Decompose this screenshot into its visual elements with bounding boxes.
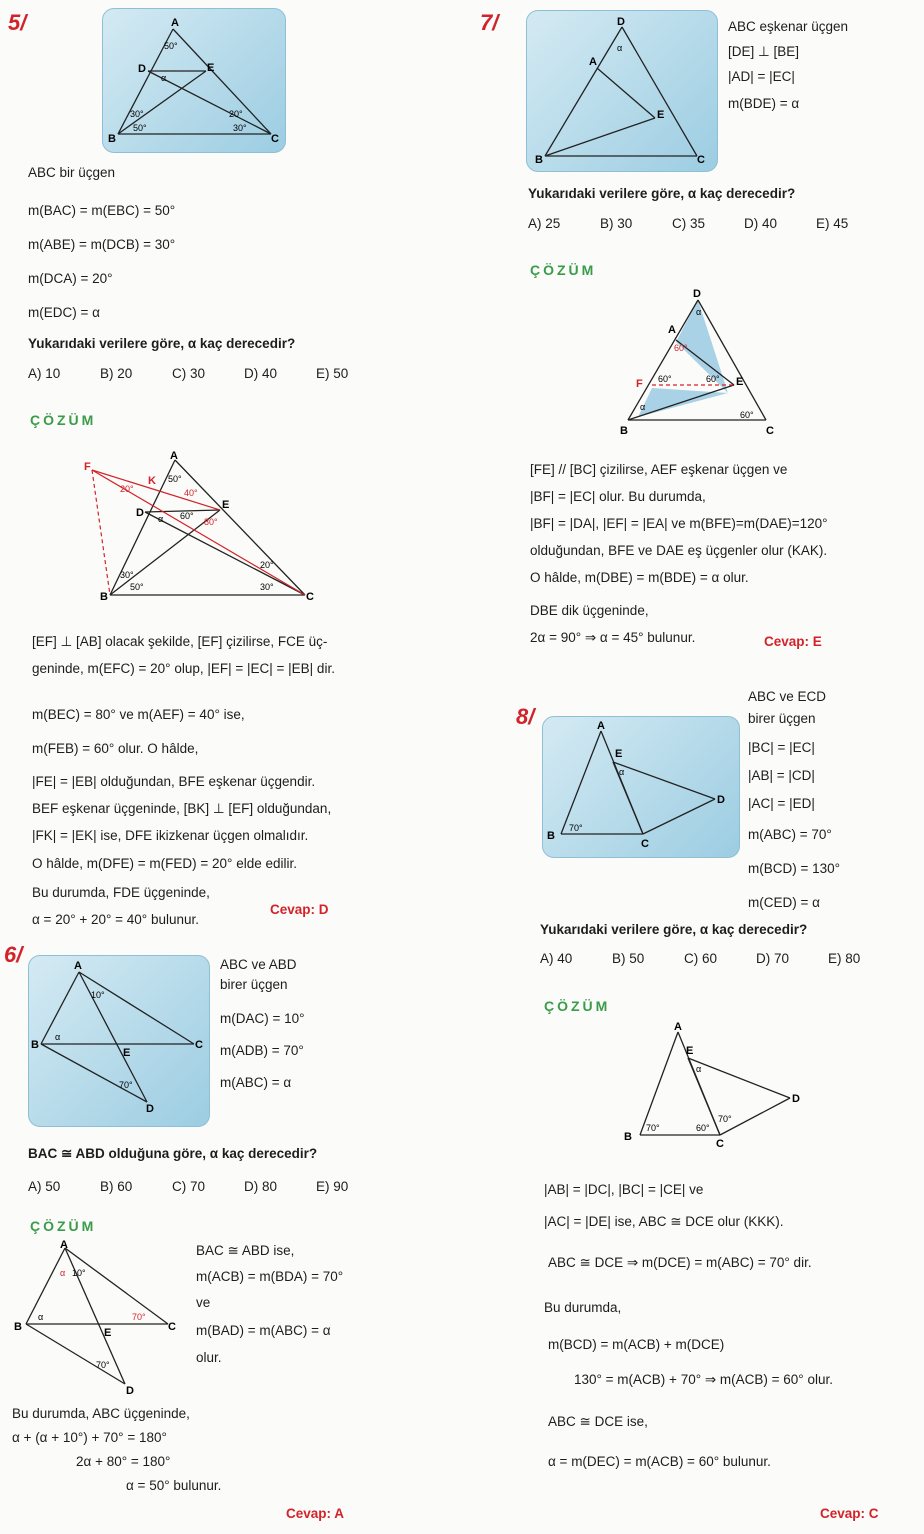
figure-label: α xyxy=(617,43,623,53)
side-line: m(BAD) = m(ABC) = α xyxy=(196,1323,331,1338)
given-line: ABC ve ABD xyxy=(220,957,297,972)
figure-label: 60° xyxy=(740,410,754,420)
figure-label: 30° xyxy=(260,582,274,592)
option-b: B) 50 xyxy=(612,951,645,966)
solution-line: |BF| = |EC| olur. Bu durumda, xyxy=(530,489,706,504)
problem-5-options xyxy=(28,366,388,381)
solution-line: α = m(DEC) = m(ACB) = 60° bulunur. xyxy=(548,1454,771,1469)
figure-label: B xyxy=(31,1039,39,1051)
solution-line: 2α = 90° ⇒ α = 45° bulunur. xyxy=(530,630,696,645)
figure-label: F xyxy=(636,378,643,390)
option-d: D) 70 xyxy=(756,951,790,966)
triangle-figure xyxy=(543,717,739,857)
given-line: [DE] ⊥ [BE] xyxy=(728,44,800,59)
figure-label: A xyxy=(597,720,605,732)
figure-label: C xyxy=(306,591,314,600)
figure-label: D xyxy=(792,1093,800,1105)
problem-7-answer: Cevap: E xyxy=(764,634,822,649)
given-line: |AC| = |ED| xyxy=(748,796,815,811)
figure-label: A xyxy=(170,450,178,462)
option-a: A) 40 xyxy=(540,951,573,966)
figure-label: α xyxy=(619,767,625,777)
figure-label: A xyxy=(589,56,597,68)
problem-5-solution-figure xyxy=(80,450,320,600)
problem-8-number: 8/ xyxy=(516,704,535,729)
problem-5-question: Yukarıdaki verilere göre, α kaç derecedir? xyxy=(28,336,296,351)
figure-label: E xyxy=(615,748,623,760)
figure-label: B xyxy=(620,425,628,435)
given-line: birer üçgen xyxy=(220,977,288,992)
figure-label: 70° xyxy=(646,1123,660,1133)
solution-line: BEF eşkenar üçgeninde, [BK] ⊥ [EF] olduğundan, xyxy=(32,801,332,816)
figure-label: 60° xyxy=(180,511,194,521)
option-a: A) 50 xyxy=(28,1179,61,1194)
option-a: A) 25 xyxy=(528,216,561,231)
figure-label: B xyxy=(624,1131,632,1143)
figure-label: A xyxy=(171,17,179,29)
figure-label: F xyxy=(84,461,91,473)
given-line: ABC bir üçgen xyxy=(28,165,116,180)
figure-label: 30° xyxy=(233,123,247,133)
given-line: |AD| = |EC| xyxy=(728,69,795,84)
problem-5-solution xyxy=(32,628,335,933)
figure-label: 20° xyxy=(120,484,134,494)
problem-8-cozum-heading: ÇÖZÜM xyxy=(544,998,611,1014)
problem-6-number: 6/ xyxy=(4,942,23,967)
problem-5-answer: Cevap: D xyxy=(270,902,329,917)
figure-label: D xyxy=(136,507,144,519)
figure-label: α xyxy=(60,1268,66,1278)
figure-label: E xyxy=(104,1327,112,1339)
solution-line: |BF| = |DA|, |EF| = |EA| ve m(BFE)=m(DAE)=120° xyxy=(530,516,828,531)
figure-label: E xyxy=(207,62,215,74)
given-line: ABC eşkenar üçgen xyxy=(728,19,849,34)
figure-label: 50° xyxy=(164,41,178,51)
solution-line: |AB| = |DC|, |BC| = |CE| ve xyxy=(544,1182,704,1197)
given-line: m(BDE) = α xyxy=(728,96,800,111)
figure-label: 50° xyxy=(133,123,147,133)
problem-6-side-notes xyxy=(196,1240,343,1368)
figure-label: E xyxy=(222,499,230,511)
figure-label: C xyxy=(271,133,279,145)
figure-label: α xyxy=(696,307,702,317)
given-line: m(ABE) = m(DCB) = 30° xyxy=(28,237,176,252)
figure-label: 70° xyxy=(569,823,583,833)
option-e: E) 45 xyxy=(816,216,849,231)
figure-label: D xyxy=(126,1385,134,1397)
solution-line: |AC| = |DE| ise, ABC ≅ DCE olur (KKK). xyxy=(544,1214,784,1229)
figure-label: α xyxy=(55,1032,61,1042)
figure-label: C xyxy=(697,154,705,166)
solution-line: Bu durumda, ABC üçgeninde, xyxy=(12,1406,190,1421)
problem-8-question: Yukarıdaki verilere göre, α kaç derecedir? xyxy=(540,922,808,937)
problem-8-figure xyxy=(542,716,740,858)
given-line: m(DAC) = 10° xyxy=(220,1011,305,1026)
option-c: C) 70 xyxy=(172,1179,206,1194)
problem-6-cozum-heading: ÇÖZÜM xyxy=(30,1218,97,1234)
problem-5-given xyxy=(28,164,175,330)
problem-7-question: Yukarıdaki verilere göre, α kaç derecedir? xyxy=(528,186,796,201)
solution-line: ABC ≅ DCE ⇒ m(DCE) = m(ABC) = 70° dir. xyxy=(548,1255,812,1270)
solution-line: 2α + 80° = 180° xyxy=(76,1454,171,1469)
figure-label: E xyxy=(657,109,665,121)
solution-line: m(BCD) = m(ACB) + m(DCE) xyxy=(548,1337,725,1352)
figure-label: 40° xyxy=(184,488,198,498)
option-d: D) 40 xyxy=(744,216,778,231)
figure-label: 20° xyxy=(260,560,274,570)
figure-label: 50° xyxy=(130,582,144,592)
solution-line: m(BEC) = 80° ve m(AEF) = 40° ise, xyxy=(32,707,245,722)
given-line: m(ABC) = 70° xyxy=(748,827,832,842)
figure-label: 60° xyxy=(658,374,672,384)
triangle-figure xyxy=(103,9,285,152)
figure-label: B xyxy=(535,154,543,166)
figure-label: A xyxy=(674,1021,682,1033)
figure-label: A xyxy=(60,1239,68,1251)
figure-label: 60° xyxy=(706,374,720,384)
solution-line: m(FEB) = 60° olur. O hâlde, xyxy=(32,741,199,756)
given-line: m(EDC) = α xyxy=(28,305,100,320)
problem-7-solution xyxy=(530,456,828,651)
side-line: m(ACB) = m(BDA) = 70° xyxy=(196,1269,344,1284)
solution-line: [EF] ⊥ [AB] olacak şekilde, [EF] çizilirse, FCE üç- xyxy=(32,634,328,649)
figure-label: C xyxy=(641,838,649,850)
figure-label: D xyxy=(717,794,725,806)
option-a: A) 10 xyxy=(28,366,61,381)
problem-6-options xyxy=(28,1179,388,1194)
figure-label: B xyxy=(100,591,108,600)
given-line: m(BCD) = 130° xyxy=(748,861,841,876)
given-line: m(CED) = α xyxy=(748,895,820,910)
figure-label: C xyxy=(168,1321,176,1333)
given-line: m(ABC) = α xyxy=(220,1075,292,1090)
solution-line: geninde, m(EFC) = 20° olup, |EF| = |EC| = |EB| dir. xyxy=(32,661,335,676)
figure-label: 20° xyxy=(229,109,243,119)
problem-5-number: 5/ xyxy=(8,10,27,35)
solution-line: Bu durumda, FDE üçgeninde, xyxy=(32,885,210,900)
given-line: ABC ve ECD xyxy=(748,689,827,704)
figure-label: 70° xyxy=(718,1114,732,1124)
problem-6-given xyxy=(220,955,305,1099)
option-c: C) 35 xyxy=(672,216,706,231)
triangle-figure xyxy=(29,956,209,1126)
option-e: E) 80 xyxy=(828,951,861,966)
figure-label: 80° xyxy=(204,517,218,527)
problem-8-solution xyxy=(544,1176,833,1480)
problem-5-figure xyxy=(102,8,286,153)
figure-label: B xyxy=(14,1321,22,1333)
solution-line: |FE| = |EB| olduğundan, BFE eşkenar üçgendir. xyxy=(32,774,316,789)
figure-label: A xyxy=(668,324,676,336)
problem-7-options xyxy=(528,216,888,231)
figure-label: B xyxy=(547,830,555,842)
figure-label: E xyxy=(686,1045,694,1057)
solution-line: [FE] // [BC] çizilirse, AEF eşkenar üçgen ve xyxy=(530,462,788,477)
option-c: C) 30 xyxy=(172,366,206,381)
problem-6-solution-figure xyxy=(10,1238,185,1398)
given-line: m(ADB) = 70° xyxy=(220,1043,304,1058)
figure-label: α xyxy=(158,514,164,524)
solution-line: olduğundan, BFE ve DAE eş üçgenler olur (KAK). xyxy=(530,543,828,558)
solution-line: ABC ≅ DCE ise, xyxy=(548,1414,648,1429)
problem-7-number: 7/ xyxy=(480,10,499,35)
figure-label: B xyxy=(108,133,116,145)
figure-label: α xyxy=(161,73,167,83)
given-line: m(BAC) = m(EBC) = 50° xyxy=(28,203,176,218)
figure-label: D xyxy=(146,1103,154,1115)
option-b: B) 20 xyxy=(100,366,133,381)
option-b: B) 30 xyxy=(600,216,633,231)
problem-8-given xyxy=(748,686,840,920)
problem-6-solution xyxy=(12,1402,221,1498)
problem-7-given xyxy=(728,14,848,119)
figure-label: C xyxy=(195,1039,203,1051)
problem-7-cozum-heading: ÇÖZÜM xyxy=(530,262,597,278)
figure-label: D xyxy=(617,16,625,28)
figure-label: 60° xyxy=(696,1123,710,1133)
given-line: |AB| = |CD| xyxy=(748,768,815,783)
figure-label: D xyxy=(138,63,146,75)
option-e: E) 90 xyxy=(316,1179,349,1194)
option-d: D) 40 xyxy=(244,366,278,381)
figure-label: α xyxy=(38,1312,44,1322)
figure-label: E xyxy=(123,1047,131,1059)
solution-line: α = 50° bulunur. xyxy=(126,1478,222,1493)
solution-line: 130° = m(ACB) + 70° ⇒ m(ACB) = 60° olur. xyxy=(574,1372,833,1387)
problem-7-figure xyxy=(526,10,718,172)
figure-label: A xyxy=(74,960,82,972)
figure-label: 70° xyxy=(132,1312,146,1322)
solution-line: O hâlde, m(DBE) = m(BDE) = α olur. xyxy=(530,570,749,585)
figure-label: 70° xyxy=(119,1080,133,1090)
option-e: E) 50 xyxy=(316,366,349,381)
figure-label: 50° xyxy=(168,474,182,484)
problem-6-answer: Cevap: A xyxy=(286,1506,345,1521)
figure-label: 10° xyxy=(91,990,105,1000)
side-line: BAC ≅ ABD ise, xyxy=(196,1243,295,1258)
problem-8-options xyxy=(540,951,900,966)
side-line: olur. xyxy=(196,1350,222,1365)
figure-label: K xyxy=(148,475,156,487)
given-line: birer üçgen xyxy=(748,711,816,726)
solution-line: Bu durumda, xyxy=(544,1300,622,1315)
figure-label: D xyxy=(693,288,701,300)
figure-label: C xyxy=(766,425,774,435)
solution-line: α = 20° + 20° = 40° bulunur. xyxy=(32,912,199,927)
option-d: D) 80 xyxy=(244,1179,278,1194)
given-line: m(DCA) = 20° xyxy=(28,271,113,286)
solution-line: α + (α + 10°) + 70° = 180° xyxy=(12,1430,167,1445)
figure-label: α xyxy=(696,1064,702,1074)
solution-line: |FK| = |EK| ise, DFE ikizkenar üçgen olmalıdır. xyxy=(32,828,309,843)
option-c: C) 60 xyxy=(684,951,718,966)
solution-line: DBE dik üçgeninde, xyxy=(530,603,649,618)
figure-label: E xyxy=(736,376,744,388)
figure-label: 10° xyxy=(72,1268,86,1278)
problem-8-solution-figure xyxy=(618,1020,818,1150)
figure-label: 70° xyxy=(96,1360,110,1370)
problem-6-figure xyxy=(28,955,210,1127)
figure-label: 30° xyxy=(120,570,134,580)
side-line: ve xyxy=(196,1295,211,1310)
problem-8-answer: Cevap: C xyxy=(820,1506,879,1521)
problem-7-solution-figure xyxy=(618,285,788,435)
figure-label: 60° xyxy=(674,343,688,353)
triangle-figure xyxy=(527,11,717,171)
given-line: |BC| = |EC| xyxy=(748,740,815,755)
option-b: B) 60 xyxy=(100,1179,133,1194)
figure-label: 30° xyxy=(130,109,144,119)
problem-6-question: BAC ≅ ABD olduğuna göre, α kaç derecedir? xyxy=(28,1146,318,1161)
solution-line: O hâlde, m(DFE) = m(FED) = 20° elde edilir. xyxy=(32,856,297,871)
problem-5-cozum-heading: ÇÖZÜM xyxy=(30,412,97,428)
figure-label: C xyxy=(716,1138,724,1150)
figure-label: α xyxy=(640,402,646,412)
